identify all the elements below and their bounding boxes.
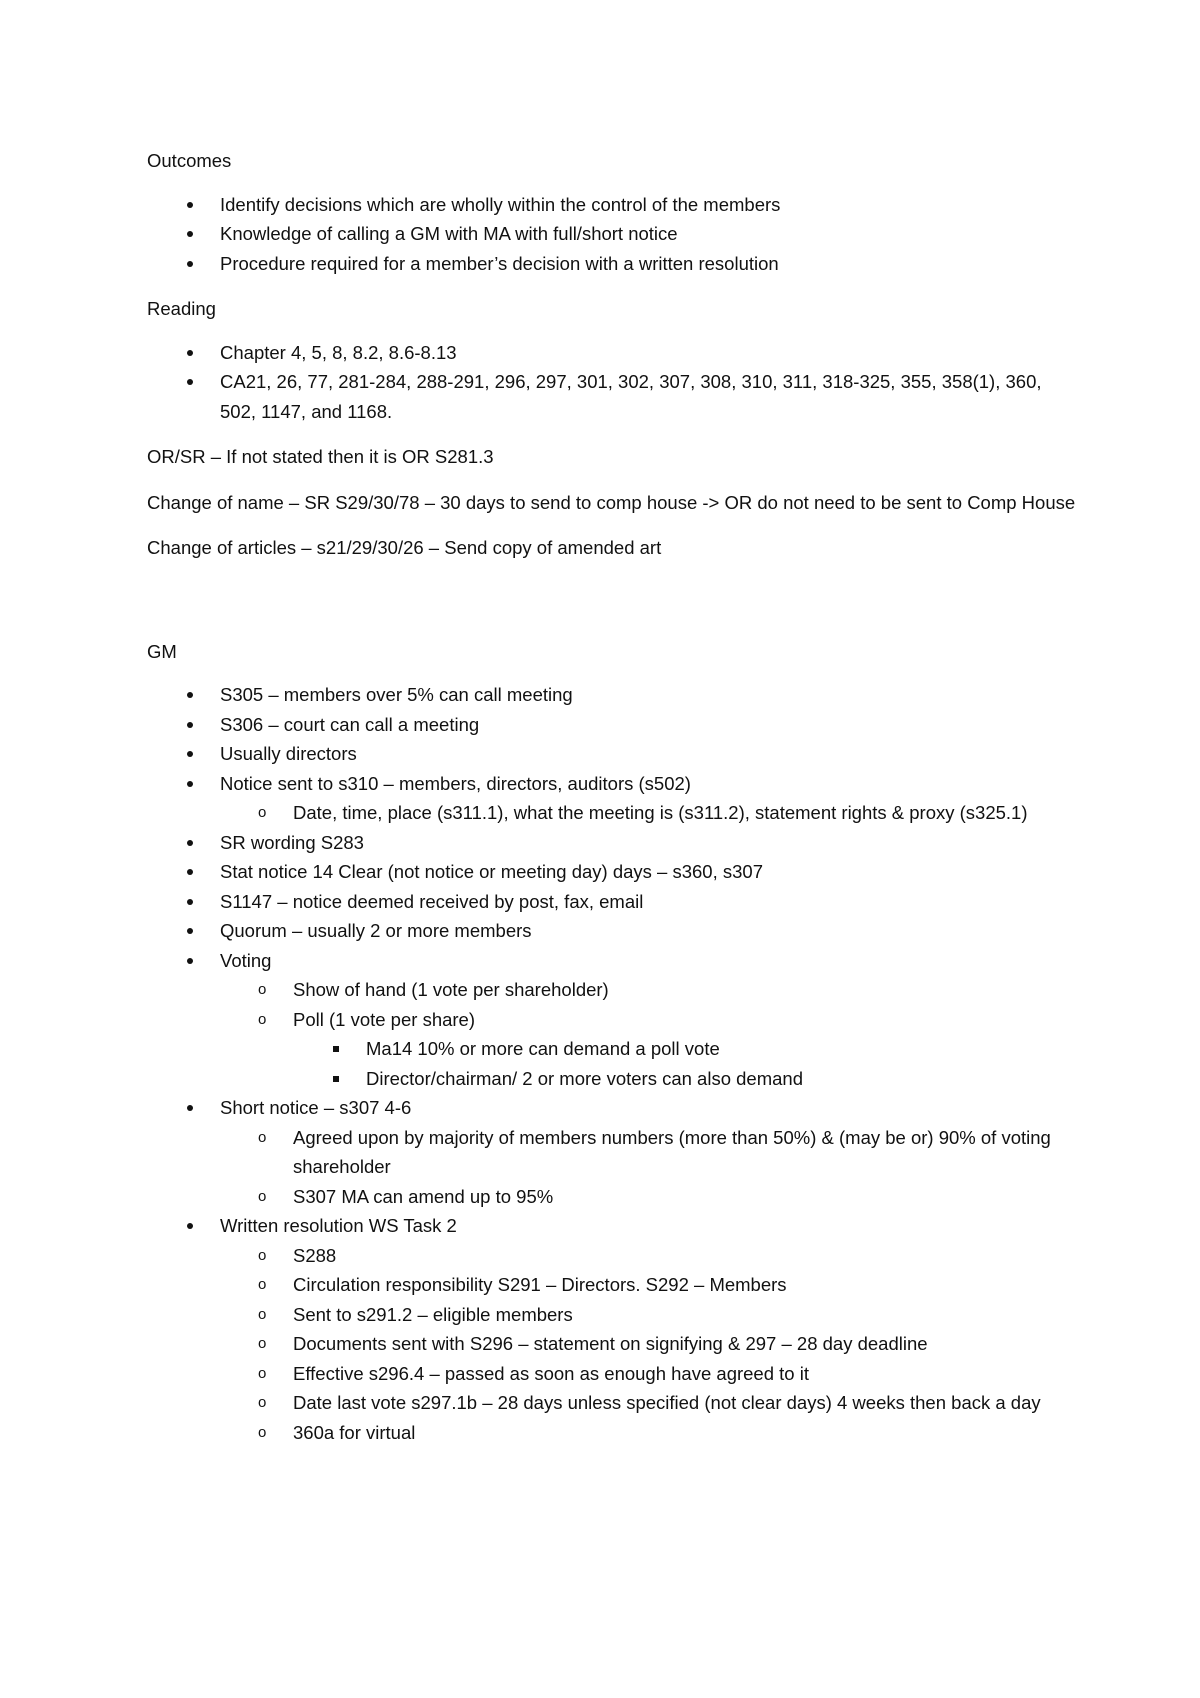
sub-sub-list-item: Ma14 10% or more can demand a poll vote: [293, 1034, 1080, 1064]
list-item-voting: [147, 946, 1080, 1094]
list-item-written-resolution: [147, 1211, 1080, 1447]
reading-list: [147, 338, 1080, 427]
list-item: Knowledge of calling a GM with MA with full/short notice: [147, 219, 1080, 249]
list-item: S305 – members over 5% can call meeting: [147, 680, 1080, 710]
sub-list-item: o Documents sent with S296 – statement on signifying & 297 – 28 day deadline: [220, 1329, 1080, 1359]
short-notice-sublist: [220, 1123, 1080, 1212]
list-item: Identify decisions which are wholly within the control of the members: [147, 190, 1080, 220]
list-item: S306 – court can call a meeting: [147, 710, 1080, 740]
sub-list-item: o Agreed upon by majority of members numbers (more than 50%) & (may be or) 90% of voting shareholder: [220, 1123, 1080, 1182]
notice-sublist: [220, 798, 1080, 828]
list-item: CA21, 26, 77, 281-284, 288-291, 296, 297, 301, 302, 307, 308, 310, 311, 318-325, 355, 358(1), 360, 502, 1147, and 1168.: [147, 367, 1080, 426]
sub-list-item: o Sent to s291.2 – eligible members: [220, 1300, 1080, 1330]
change-of-articles-note: Change of articles – s21/29/30/26 – Send copy of amended art: [147, 537, 662, 558]
change-of-name-note: Change of name – SR S29/30/78 – 30 days to send to comp house -> OR do not need to be sent to Comp House: [147, 491, 1076, 513]
list-item-notice: [147, 769, 1080, 828]
sub-list-item-poll: [220, 1005, 1080, 1094]
list-item-label: Voting: [220, 949, 272, 971]
sub-list-item: o Date last vote s297.1b – 28 days unless specified (not clear days) 4 weeks then back a day: [220, 1388, 1080, 1418]
written-resolution-sublist: [220, 1241, 1080, 1448]
voting-sublist: [220, 975, 1080, 1093]
or-sr-note: OR/SR – If not stated then it is OR S281.3: [147, 446, 494, 467]
gm-heading: GM: [147, 640, 177, 662]
list-item-label: Short notice – s307 4-6: [220, 1097, 412, 1118]
sub-list-item: o Show of hand (1 vote per shareholder): [220, 975, 1080, 1005]
list-item: Procedure required for a member’s decision with a written resolution: [147, 249, 1080, 279]
sub-list-item: o S288: [220, 1241, 1080, 1271]
list-item-label: Written resolution WS Task 2: [220, 1215, 457, 1236]
outcomes-heading: Outcomes: [147, 150, 232, 171]
spacer: [147, 579, 1080, 637]
sub-sub-list-item: Director/chairman/ 2 or more voters can also demand: [293, 1064, 1080, 1094]
reading-heading: Reading: [147, 298, 216, 319]
list-item: Quorum – usually 2 or more members: [147, 916, 1080, 946]
sub-list-item-label: Poll (1 vote per share): [293, 1008, 476, 1030]
outcomes-list: [147, 190, 1080, 279]
sub-list-item: o Circulation responsibility S291 – Directors. S292 – Members: [220, 1270, 1080, 1300]
list-item-label: Notice sent to s310 – members, directors, auditors (s502): [220, 772, 691, 794]
sub-list-item: o S307 MA can amend up to 95%: [220, 1182, 1080, 1212]
poll-sublist: [293, 1034, 1080, 1093]
list-item: SR wording S283: [147, 828, 1080, 858]
sub-list-item: o 360a for virtual: [220, 1418, 1080, 1448]
sub-list-item: o Date, time, place (s311.1), what the meeting is (s311.2), statement rights & proxy (s325.1): [220, 798, 1080, 828]
gm-list: [147, 680, 1080, 1447]
sub-list-item: o Effective s296.4 – passed as soon as enough have agreed to it: [220, 1359, 1080, 1389]
list-item: S1147 – notice deemed received by post, fax, email: [147, 887, 1080, 917]
list-item-short-notice: [147, 1093, 1080, 1211]
list-item: Chapter 4, 5, 8, 8.2, 8.6-8.13: [147, 338, 1080, 368]
list-item: Stat notice 14 Clear (not notice or meeting day) days – s360, s307: [147, 857, 1080, 887]
list-item: Usually directors: [147, 739, 1080, 769]
